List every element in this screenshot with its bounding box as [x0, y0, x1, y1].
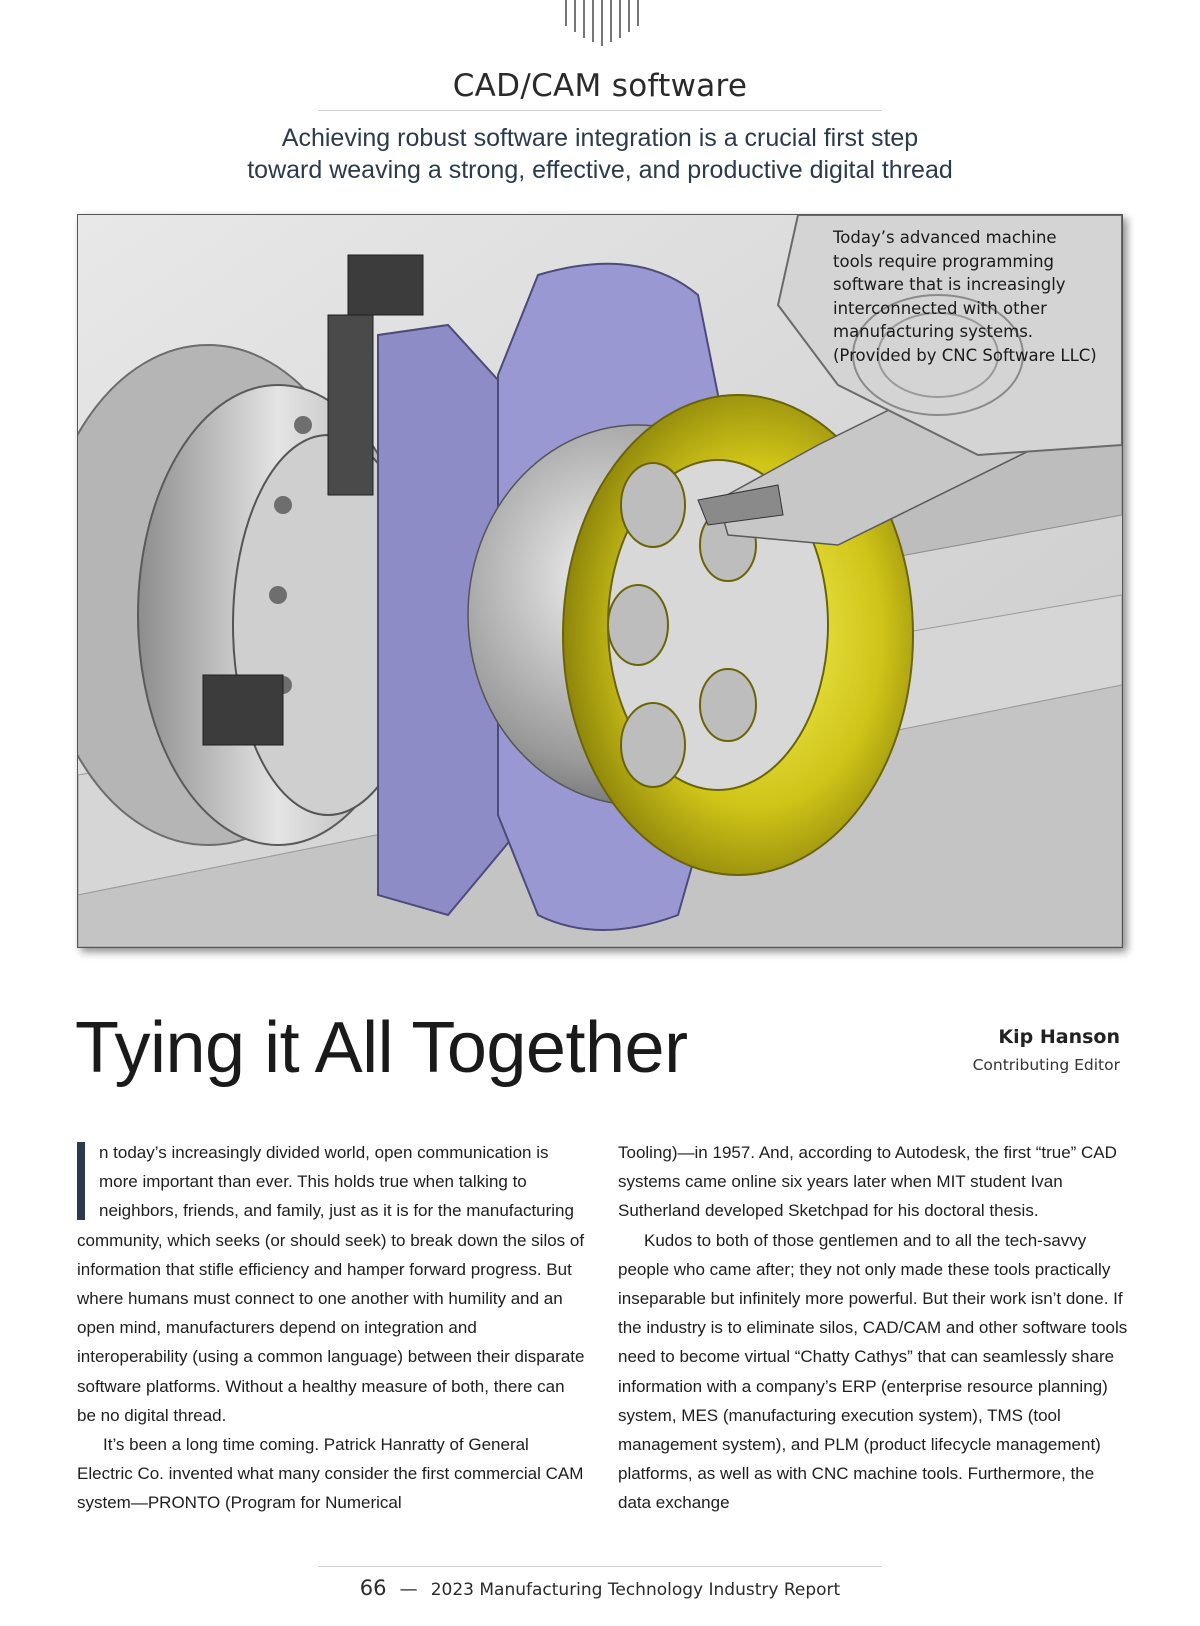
publication-title: 2023 Manufacturing Technology Industry Report	[430, 1580, 841, 1600]
figure-caption	[833, 226, 1133, 367]
header-divider	[318, 110, 882, 111]
section-label: CAD/CAM software	[452, 68, 748, 104]
paragraph: It’s been a long time coming. Patrick Hanratty of General Electric Co. invented what many consider the first commercial CAM system—PRONTO (Program for Numerical	[77, 1435, 584, 1513]
article-deck	[150, 122, 1050, 186]
paragraph: Kudos to both of those gentlemen and to all the tech-savvy people who came after; they not only made these tools practically inseparable but infinitely more powerful. But their work isn’t done. If the industry is to eliminate silos, CAD/CAM and other software tools need to become virtual “Chatty Cathys” that can seamlessly share information with a company’s ERP (enterprise resource planning) system, MES (manufacturing execution system), TMS (tool management system), and PLM (product lifecycle management) platforms, as well as with CNC machine tools. Furthermore, the data exchange	[618, 1230, 1128, 1513]
drop-cap	[77, 1142, 85, 1220]
paragraph: Tooling)—in 1957. And, according to Autodesk, the first “true” CAD systems came online six years later when MIT student Ivan Sutherland developed Sketchpad for his doctoral thesis.	[618, 1143, 1117, 1221]
article-headline: Tying it All Together	[75, 1008, 688, 1088]
paragraph-text: n today’s increasingly divided world, open communication is more important than ever. This holds true when talking to neighbors, friends, and family, just as it is for the manufacturing community, which seeks (or should seek) to break down the silos of information that stifle efficiency and hamper forward progress. But where humans must connect to one another with humility and an open mind, manufacturers depend on integration and interoperability (using a common language) between their disparate software platforms. Without a healthy measure of both, there can be no digital thread.	[77, 1143, 585, 1425]
author-role: Contributing Editor	[972, 1056, 1120, 1074]
caption-line: tools require programming	[833, 251, 1055, 271]
deck-line: toward weaving a strong, effective, and productive digital thread	[247, 156, 953, 184]
caption-line: Today’s advanced machine	[833, 228, 1057, 247]
page-footer	[0, 1576, 1200, 1600]
article-column-left	[77, 1138, 587, 1518]
footer-divider	[318, 1566, 882, 1567]
footer-separator: —	[399, 1579, 418, 1600]
paragraph	[77, 1138, 587, 1430]
byline	[973, 1026, 1120, 1074]
author-name: Kip Hanson	[998, 1026, 1120, 1048]
caption-line: manufacturing systems.	[833, 322, 1034, 341]
caption-line: software that is increasingly	[833, 275, 1066, 294]
article-column-right	[618, 1138, 1128, 1518]
deck-line: Achieving robust software integration is a crucial first step	[281, 124, 919, 152]
caption-line: interconnected with other	[833, 298, 1047, 318]
decorative-vertical-lines	[562, 0, 642, 46]
page-number: 66	[359, 1576, 387, 1600]
caption-line: (Provided by CNC Software LLC)	[833, 345, 1097, 365]
